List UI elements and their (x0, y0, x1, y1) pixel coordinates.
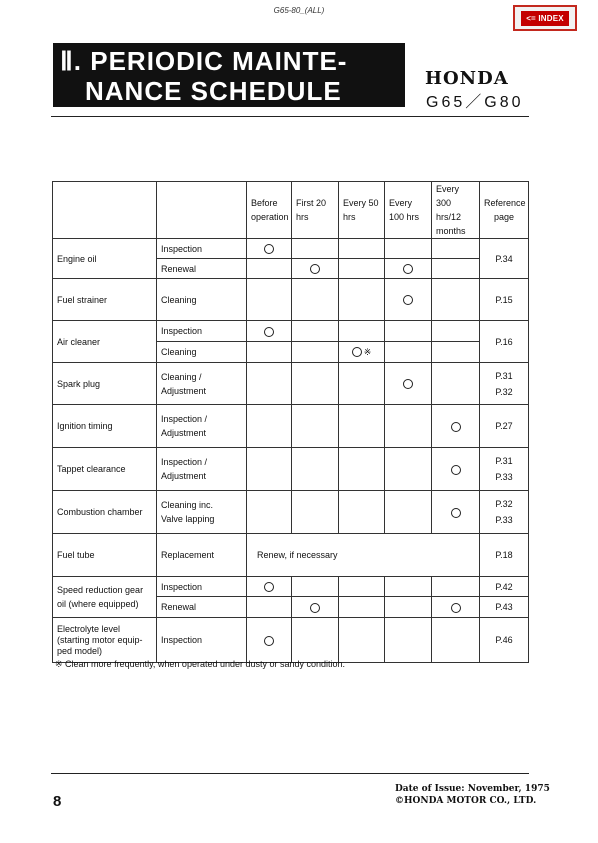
op-label: Cleaning inc. (161, 500, 214, 510)
table-row (53, 577, 529, 597)
renew-note: Renew, if necessary (247, 534, 480, 577)
op-label: Valve lapping (161, 514, 215, 524)
item-speed-reduction-gear: Speed reduction gear (57, 585, 144, 595)
table-row (53, 534, 529, 577)
check-circle-icon (264, 582, 274, 592)
header-first-20: First 20 hrs (292, 182, 339, 239)
ref-page: P.32 (495, 499, 513, 509)
footnote: ※ Clean more frequently, when operated under dusty or sandy condition. (55, 659, 346, 669)
table-row (53, 491, 529, 534)
ref-page: P.42 (480, 577, 529, 597)
op-label: Cleaning (157, 342, 247, 363)
page-number: 8 (53, 793, 62, 810)
header-reference-page: Reference page (480, 182, 529, 239)
item-fuel-strainer: Fuel strainer (53, 279, 157, 321)
page-title (53, 43, 405, 107)
ref-page: P.31 (495, 456, 513, 466)
ref-page: P.18 (480, 534, 529, 577)
header-operation (157, 182, 247, 239)
op-label: Adjustment (161, 385, 207, 396)
op-label: Inspection (157, 577, 247, 597)
check-circle-icon (451, 603, 461, 613)
op-label: Inspection / (161, 457, 208, 467)
check-circle-icon (264, 244, 274, 254)
ref-page: P.32 (495, 386, 513, 397)
table-row (53, 448, 529, 491)
ref-page: P.43 (480, 597, 529, 618)
item-ignition-timing: Ignition timing (53, 405, 157, 448)
check-circle-icon (352, 347, 362, 357)
ref-page: P.16 (480, 321, 529, 363)
table-row (53, 405, 529, 448)
asterisk-mark: ※ (363, 347, 372, 358)
header-every-100: Every 100 hrs (385, 182, 432, 239)
op-label: Adjustment (161, 428, 207, 438)
maintenance-schedule-table (52, 181, 529, 663)
title-line-1: Ⅱ. PERIODIC MAINTE- (60, 46, 348, 76)
header-every-300: Every 300 hrs/12 months (432, 182, 480, 239)
check-circle-icon (451, 422, 461, 432)
item-fuel-tube: Fuel tube (53, 534, 157, 577)
item-electrolyte-level-2: (starting motor equip- (57, 634, 143, 645)
copyright: ©HONDA MOTOR CO., LTD. (395, 796, 537, 806)
title-line-2: NANCE SCHEDULE (85, 76, 342, 106)
check-circle-icon (264, 327, 274, 337)
table-row (53, 279, 529, 321)
op-label: Replacement (157, 534, 247, 577)
index-button[interactable] (513, 5, 577, 31)
issue-date: Date of Issue: November, 1975 (395, 784, 550, 794)
model-name: G65／G80 (426, 94, 524, 111)
ref-page: P.34 (480, 239, 529, 279)
ref-page: P.33 (495, 515, 513, 525)
brand-logo: HONDA (425, 68, 509, 89)
table-row (53, 239, 529, 259)
check-circle-icon (310, 603, 320, 613)
ref-page: P.15 (480, 279, 529, 321)
ref-page: P.31 (495, 370, 513, 381)
table-row (53, 363, 529, 405)
check-circle-icon (403, 295, 413, 305)
ref-page: P.33 (495, 472, 513, 482)
op-label: Cleaning (157, 279, 247, 321)
op-label: Renewal (157, 597, 247, 618)
table-row (53, 618, 529, 663)
op-label: Inspection (157, 618, 247, 663)
header-rule (51, 116, 529, 117)
item-electrolyte-level-3: ped model) (57, 645, 103, 656)
header-before-operation: Before operation (247, 182, 292, 239)
check-circle-icon (403, 379, 413, 389)
table-header-row (53, 182, 529, 239)
header-item (53, 182, 157, 239)
item-combustion-chamber: Combustion chamber (53, 491, 157, 534)
op-label: Adjustment (161, 471, 207, 481)
op-label: Inspection (157, 321, 247, 342)
item-tappet-clearance: Tappet clearance (53, 448, 157, 491)
footer-rule (51, 773, 529, 774)
op-label: Inspection / (161, 414, 208, 424)
item-air-cleaner: Air cleaner (53, 321, 157, 363)
item-electrolyte-level: Electrolyte level (57, 623, 121, 634)
op-label: Renewal (157, 259, 247, 279)
document-id: G65-80_(ALL) (273, 6, 325, 15)
ref-page: P.27 (480, 405, 529, 448)
check-circle-icon (451, 508, 461, 518)
op-label: Inspection (157, 239, 247, 259)
index-button-label: <= INDEX (521, 11, 569, 26)
check-circle-icon (451, 465, 461, 475)
ref-page: P.46 (480, 618, 529, 663)
item-speed-reduction-gear-2: oil (where equipped) (57, 599, 139, 609)
item-engine-oil: Engine oil (53, 239, 157, 279)
item-spark-plug: Spark plug (53, 363, 157, 405)
table-row (53, 321, 529, 342)
check-circle-icon (403, 264, 413, 274)
check-circle-icon (310, 264, 320, 274)
check-circle-icon (264, 636, 274, 646)
header-every-50: Every 50 hrs (339, 182, 385, 239)
op-label: Cleaning / (161, 371, 202, 382)
